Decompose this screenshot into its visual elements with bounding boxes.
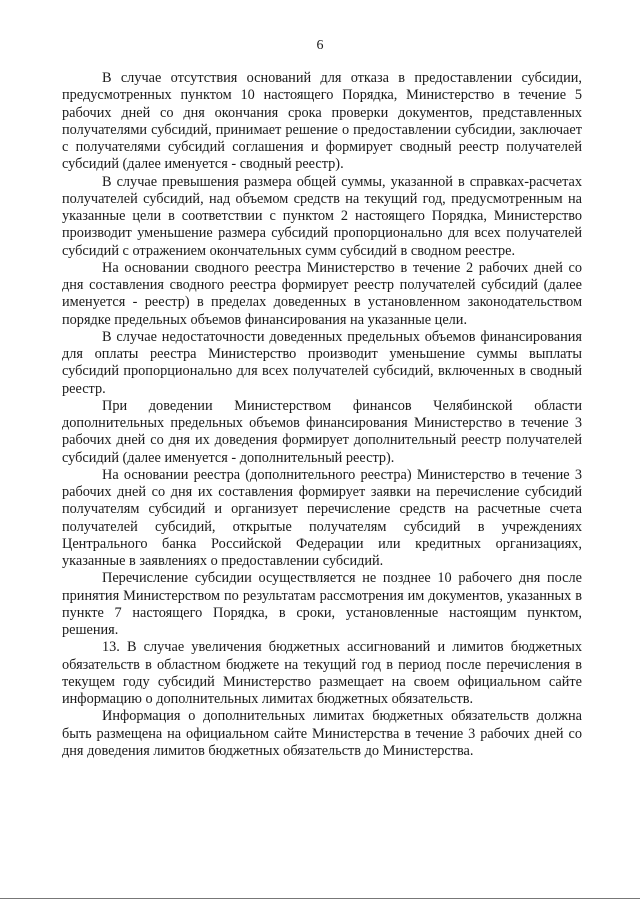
paragraph-insufficient-limits: В случае недостаточности доведенных предельных объемов финансирования для оплаты реестра Министерство производит уменьшение суммы выплаты субсидий пропорционально для всех получателей субсидий, включенных в сводный реестр. <box>62 328 582 397</box>
paragraph-item-13: 13. В случае увеличения бюджетных ассигнований и лимитов бюджетных обязательств в областном бюджете на текущий год в период после перечисления в текущем году субсидий Министерство размещает на своем официальном сайте информацию о дополнительных лимитах бюджетных обязательств. <box>62 639 582 707</box>
paragraph-registry-formation: На основании сводного реестра Министерство в течение 2 рабочих дней со дня составления сводного реестра формирует реестр получателей субсидий (далее именуется - реестр) в пределах доведенных в установленном законодательством порядке предельных объемов финансирования на указанные цели. <box>62 259 582 328</box>
paragraph-additional-limits: При доведении Министерством финансов Челябинской области дополнительных предельных объемов финансирования Министерство в течение 3 рабочих дней со дня их доведения формирует дополнительный реестр получателей субсидий (далее именуется - дополнительный реестр). <box>62 397 582 466</box>
paragraph-info-publication: Информация о дополнительных лимитах бюджетных обязательств должна быть размещена на официальном сайте Министерства в течение 3 рабочих дней со дня доведения лимитов бюджетных обязательств до Министерства. <box>62 708 582 759</box>
paragraph-transfer-deadline: Перечисление субсидии осуществляется не позднее 10 рабочего дня после принятия Министерством по результатам рассмотрения им документов, указанных в пункте 7 настоящего Порядка, в сроки, установленные настоящим пунктом, решения. <box>62 570 582 638</box>
document-body <box>62 70 582 760</box>
page-bottom-rule <box>0 898 640 899</box>
paragraph-excess-amount: В случае превышения размера общей суммы, указанной в справках-расчетах получателей субсидий, над объемом средств на текущий год, предусмотренным на указанные цели в соответствии с пунктом 2 настоящего Порядка, Министерство производит уменьшение размера субсидий пропорционально для всех получателей субсидий с отражением окончательных сумм субсидий в сводном реестре. <box>62 173 582 259</box>
paragraph-transfer-requests: На основании реестра (дополнительного реестра) Министерство в течение 3 рабочих дней со дня их составления формирует заявки на перечисление субсидий получателям субсидий и организует перечисление средств на расчетные счета получателей субсидий, открытые получателям субсидий в учреждениях Центрального банка Российской Федерации или кредитных организациях, указанные в заявлениях о предоставлении субсидий. <box>62 466 582 569</box>
paragraph-no-refusal-grounds: В случае отсутствия оснований для отказа в предоставлении субсидии, предусмотренных пунктом 10 настоящего Порядка, Министерство в течение 5 рабочих дней со дня окончания срока проверки документов, представленных получателями субсидий, принимает решение о предоставлении субсидии, заключает с получателями субсидий соглашения и формирует сводный реестр получателей субсидий (далее именуется - сводный реестр). <box>62 70 582 173</box>
page-number: 6 <box>316 38 324 53</box>
